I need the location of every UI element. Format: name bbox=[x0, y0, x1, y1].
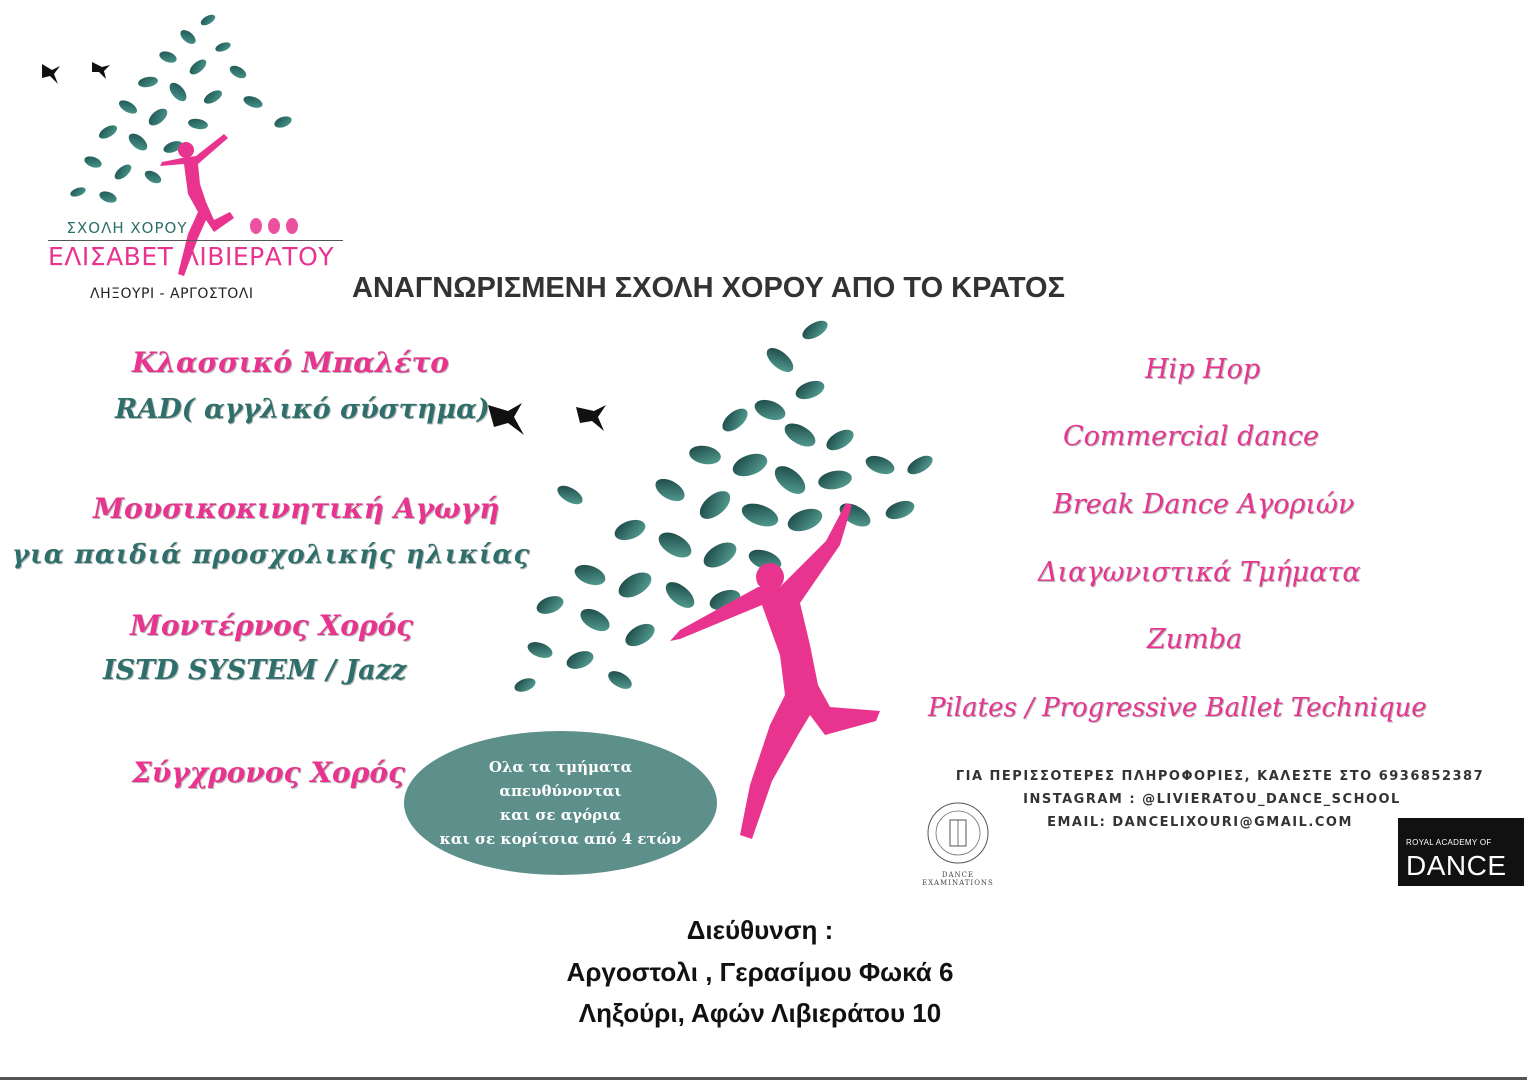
class-competitive-teams: Διαγωνιστικά Τμήματα bbox=[1038, 557, 1361, 588]
class-commercial-dance: Commercial dance bbox=[1063, 421, 1319, 452]
age-note-badge bbox=[404, 731, 717, 875]
logo-school-line: ΣΧΟΛΗ ΧΟΡΟΥ bbox=[66, 219, 188, 237]
logo-school-name: ΕΛΙΣΑΒΕΤ ΛΙΒΙΕΡΑΤΟΥ bbox=[48, 242, 335, 271]
istd-caption-2: EXAMINATIONS bbox=[922, 879, 994, 887]
address-label: Διεύθυνση : bbox=[686, 915, 834, 945]
address-argostoli: Αργοστολι , Γερασίμου Φωκά 6 bbox=[566, 957, 954, 987]
class-contemporary-dance: Σύγχρονος Χορός bbox=[132, 756, 406, 789]
age-note-line-4: και σε κορίτσια από 4 ετών bbox=[439, 830, 682, 848]
rad-logo-badge bbox=[1398, 818, 1524, 886]
istd-caption-1: DANCE bbox=[941, 871, 975, 879]
age-note-line-2: απευθύνονται bbox=[499, 782, 622, 800]
age-note-line-1: Ολα τα τμήματα bbox=[488, 758, 633, 776]
class-classical-ballet: Κλασσικό Μπαλέτο bbox=[132, 346, 449, 379]
contact-instagram: INSTAGRAM : @LIVIERATOU_DANCE_SCHOOL bbox=[1023, 792, 1401, 807]
class-zumba: Zumba bbox=[1147, 624, 1243, 655]
page-headline: ΑΝΑΓΝΩΡΙΣΜΕΝΗ ΣΧΟΛΗ ΧΟΡΟΥ ΑΠΟ ΤΟ ΚΡΑΤΟΣ bbox=[352, 272, 1066, 304]
age-note-line-3: και σε αγόρια bbox=[500, 806, 621, 824]
class-music-movement: Μουσικοκινητική Αγωγή bbox=[93, 492, 500, 525]
istd-crest-icon bbox=[916, 800, 1000, 866]
istd-badge bbox=[916, 800, 1000, 890]
class-hip-hop: Hip Hop bbox=[1145, 354, 1261, 385]
class-modern-dance: Μοντέρνος Χορός bbox=[130, 609, 414, 642]
class-classical-ballet-system: RAD( αγγλικό σύστημα) bbox=[115, 394, 490, 425]
class-modern-dance-system: ISTD SYSTEM / Jazz bbox=[103, 655, 407, 686]
class-break-dance: Break Dance Αγοριών bbox=[1053, 489, 1355, 520]
contact-email: EMAIL: DANCELIXOURI@GMAIL.COM bbox=[1047, 815, 1353, 830]
rad-logo-big-text: DANCE bbox=[1406, 850, 1507, 881]
logo-divider bbox=[48, 240, 343, 241]
contact-phone: ΓΙΑ ΠΕΡΙΣΣΟΤΕΡΕΣ ΠΛΗΡΟΦΟΡΙΕΣ, ΚΑΛΕΣΤΕ ΣΤΟ 6936852387 bbox=[955, 769, 1485, 784]
class-music-movement-audience: για παιδιά προσχολικής ηλικίας bbox=[12, 540, 531, 570]
class-pilates-pbt: Pilates / Progressive Ballet Technique bbox=[928, 693, 1427, 723]
address-lixouri: Ληξούρι, Αφών Λιβιεράτου 10 bbox=[578, 998, 942, 1028]
logo-towns: ΛΗΞΟΥΡΙ - ΑΡΓΟΣΤΟΛΙ bbox=[90, 286, 254, 302]
rad-logo-small-text: ROYAL ACADEMY OF bbox=[1406, 838, 1492, 847]
